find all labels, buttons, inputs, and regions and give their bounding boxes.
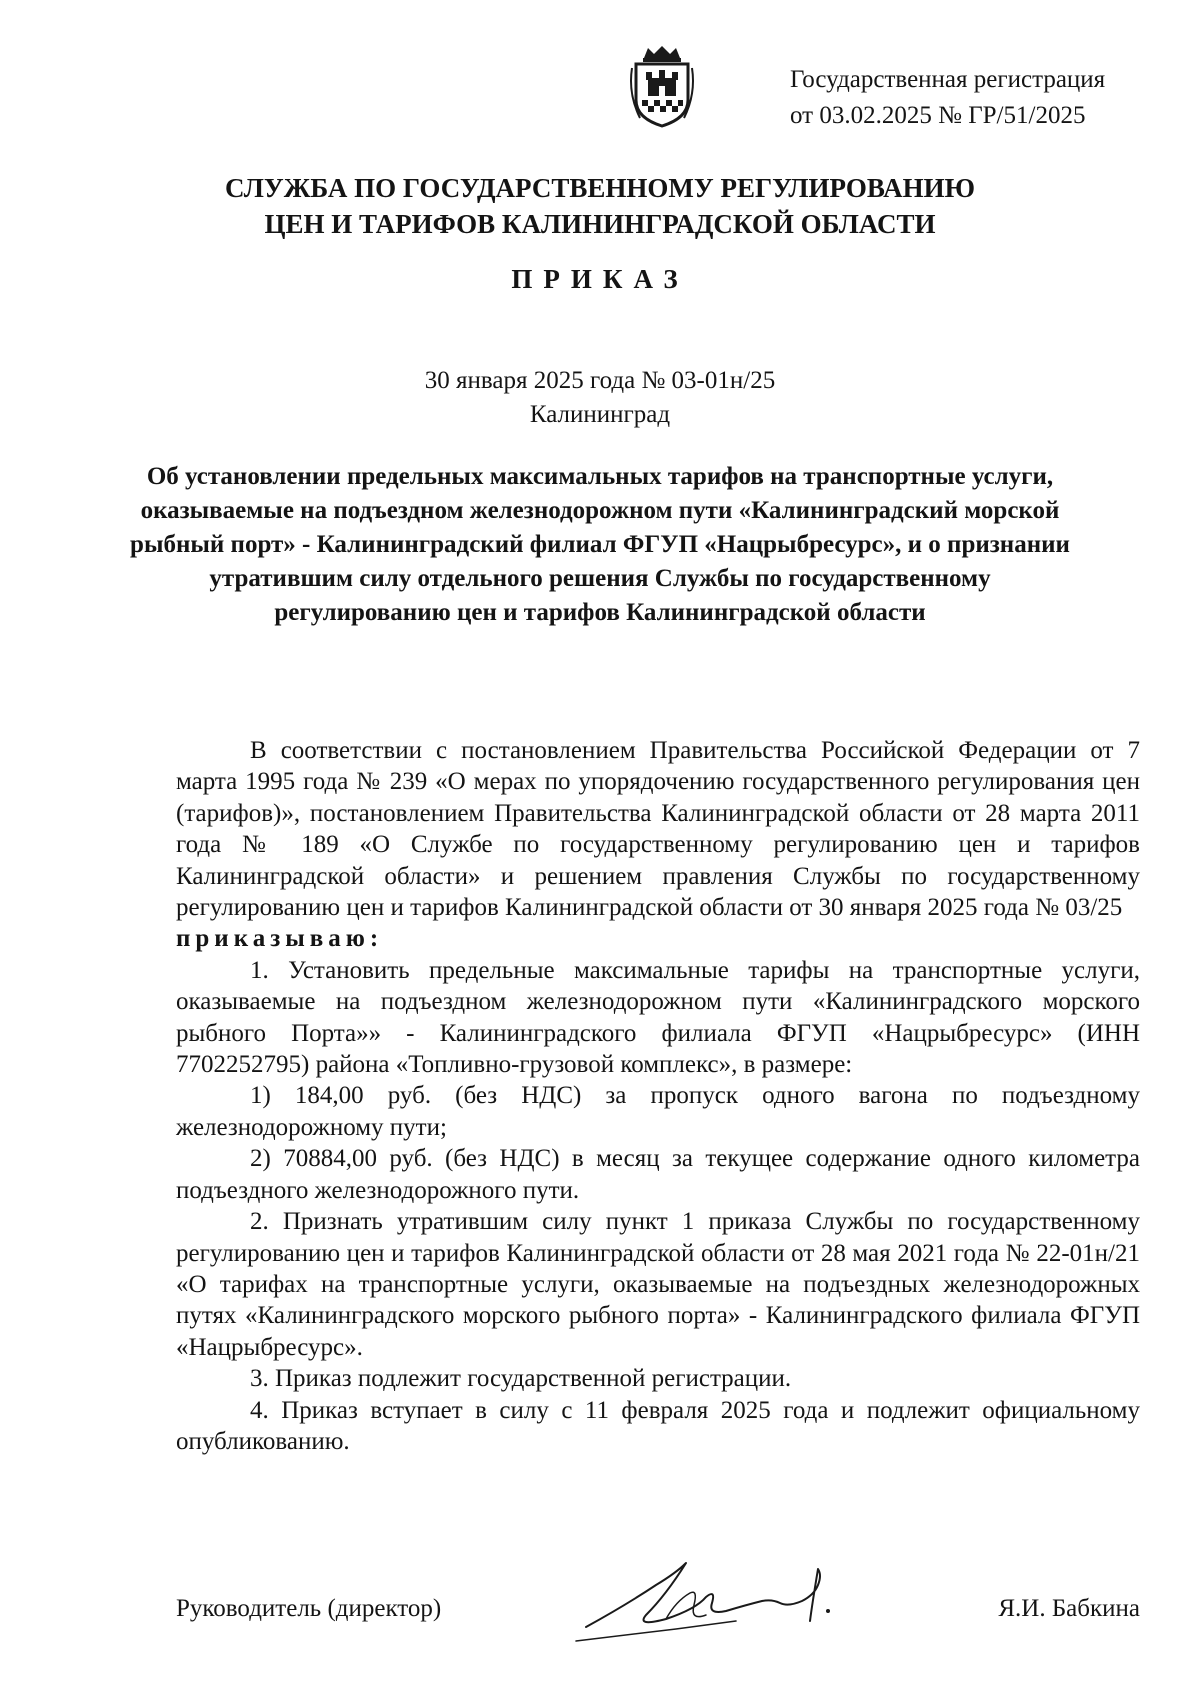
registration-line-1: Государственная регистрация: [790, 66, 1106, 93]
preamble-text: В соответствии с постановлением Правительства Российской Федерации от 7 марта 1995 года № 239 «О мерах по упорядочению государственного регулирования цен (тарифов)», постановлением Правительства Калининградской области от 28 марта 2011 года № 189 «О Службе по государственному регулированию цен и тарифов Калининградской области» и решением правления Службы по государственному регулированию цен и тарифов Калининградской области от 30 января 2025 года № 03/25: [176, 737, 1140, 922]
agency-name: [0, 170, 1200, 242]
item-paragraph: 3. Приказ подлежит государственной регистрации.: [250, 1365, 792, 1393]
order-word-paragraph: [176, 923, 1140, 954]
order-place: Калининград: [529, 401, 671, 428]
item-paragraph: 1. Установить предельные максимальные тарифы на транспортные услуги, оказываемые на подъездном железнодорожном пути «Калининградского морского рыбного Порта»» - Калининградского филиала ФГУП «Нацрыбресурс» (ИНН 7702252795) района «Топливно-грузовой комплекс», в размере:: [176, 956, 1140, 1079]
order-body: [176, 735, 1140, 1457]
handwritten-signature-icon: [566, 1545, 866, 1655]
document-type-title: ПРИКАЗ: [511, 264, 689, 294]
registration-line-2: от 03.02.2025 № ГР/51/2025: [790, 102, 1086, 129]
order-subject: Об установлении предельных максимальных тарифов на транспортные услуги, оказываемые на подъездном железнодорожном пути «Калининградский морской рыбный порт» - Калининградский филиал ФГУП «Нацрыбресурс», и о признании утратившим силу отдельного решения Службы по государственному регулированию цен и тарифов Калининградской области: [130, 463, 1070, 626]
signatory-role: Руководитель (директор): [176, 1595, 442, 1622]
preamble-paragraph: [176, 735, 1140, 923]
item-paragraph: 2) 70884,00 руб. (без НДС) в месяц за текущее содержание одного километра подъездного железнодорожного пути.: [176, 1145, 1140, 1204]
coat-of-arms-icon: [626, 44, 698, 128]
item-paragraph: 4. Приказ вступает в силу с 11 февраля 2025 года и подлежит официальному опубликованию.: [176, 1396, 1140, 1455]
agency-name-line-1: СЛУЖБА ПО ГОСУДАРСТВЕННОМУ РЕГУЛИРОВАНИЮ: [224, 173, 976, 203]
registration-info: [790, 62, 1105, 134]
item-paragraph: 1) 184,00 руб. (без НДС) за пропуск одного вагона по подъездному железнодорожному пути;: [176, 1082, 1140, 1141]
date-place-block: [0, 364, 1200, 432]
agency-name-line-2: ЦЕН И ТАРИФОВ КАЛИНИНГРАДСКОЙ ОБЛАСТИ: [264, 209, 936, 239]
order-date-number: 30 января 2025 года № 03-01н/25: [424, 367, 776, 394]
signatory-name: Я.И. Бабкина: [998, 1595, 1140, 1622]
item-paragraph: 2. Признать утратившим силу пункт 1 приказа Службы по государственному регулированию цен и тарифов Калининградской области от 28 мая 2021 года № 22-01н/21 «О тарифах на транспортные услуги, оказываемые на подъездных железнодорожных путях «Калининградского морского рыбного порта» - Калининградского филиала ФГУП «Нацрыбресурс».: [176, 1208, 1140, 1361]
order-word: приказываю:: [176, 925, 384, 953]
signature-block: [176, 1545, 1140, 1655]
